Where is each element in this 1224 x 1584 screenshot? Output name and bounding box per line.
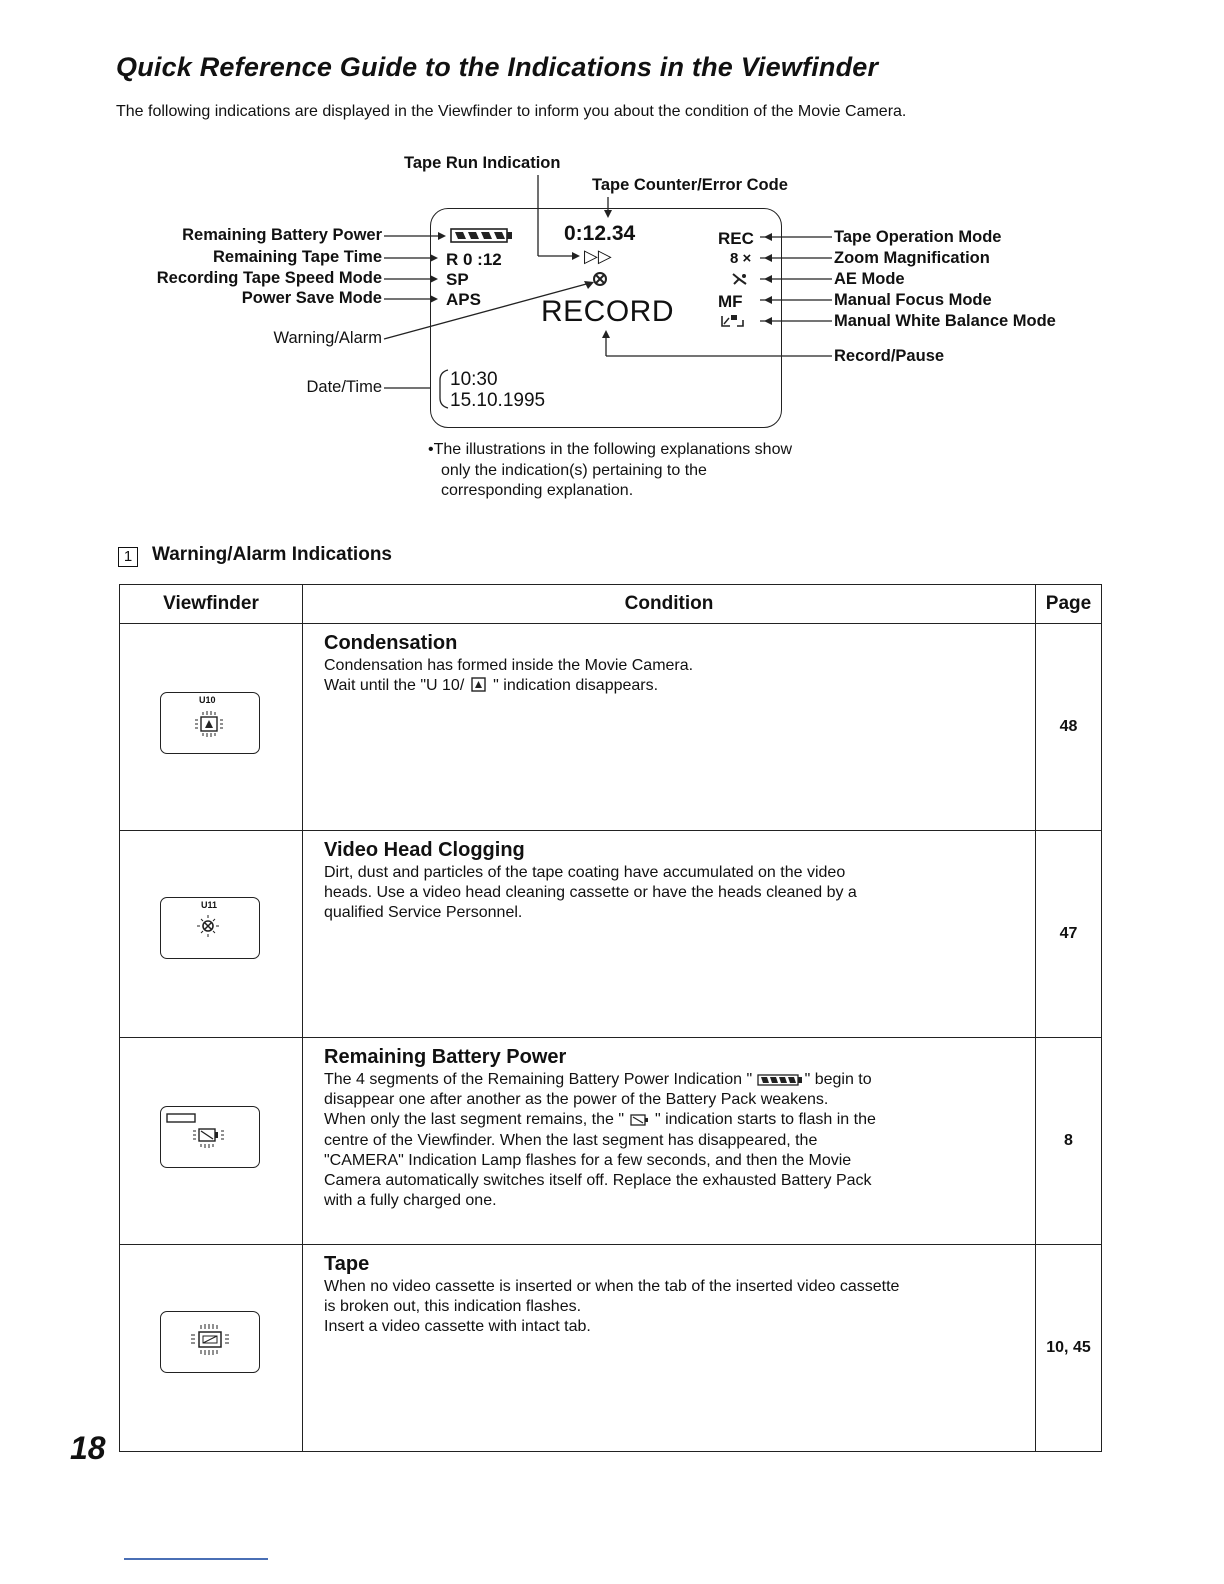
label-tape-time: Remaining Tape Time	[212, 248, 382, 266]
condition-line: "CAMERA" Indication Lamp flashes for a few seconds, and then the Movie	[324, 1151, 852, 1169]
mini-viewfinder	[160, 1106, 260, 1168]
label-ae: AE Mode	[834, 270, 905, 288]
label-operation: Tape Operation Mode	[834, 228, 1002, 246]
condition-line: When only the last segment remains, the "	[324, 1111, 625, 1129]
note-line: only the indication(s) pertaining to the	[441, 461, 707, 479]
condition-title: Remaining Battery Power	[324, 1046, 567, 1068]
header-page: Page	[1036, 585, 1102, 624]
head-clog-icon	[161, 898, 261, 960]
tape-icon	[161, 1312, 261, 1374]
condition-line: with a fully charged one.	[324, 1192, 497, 1210]
screen-mf: MF	[718, 292, 743, 311]
head-clog-icon	[592, 271, 608, 287]
condition-line: Wait until the "U 10/	[324, 677, 465, 695]
condition-title: Condensation	[324, 632, 458, 654]
screen-run: ▷▷	[584, 246, 612, 266]
screen-time: 10:30	[450, 369, 498, 390]
note-line: corresponding explanation.	[441, 482, 634, 499]
footer-divider	[124, 1558, 268, 1560]
screen-power-save: APS	[446, 290, 481, 309]
condition-title: Video Head Clogging	[324, 839, 525, 861]
viewfinder-cell	[120, 624, 303, 831]
condition-line: Insert a video cassette with intact tab.	[324, 1318, 591, 1336]
condensation-inline-icon	[469, 677, 489, 693]
header-condition: Condition	[303, 585, 1036, 624]
screen-rec: REC	[718, 229, 754, 248]
condition-line: heads. Use a video head cleaning cassette or have the heads cleaned by a	[324, 884, 857, 902]
condition-body	[324, 656, 1035, 696]
table-header-row	[120, 585, 1102, 624]
mini-viewfinder	[160, 692, 260, 754]
label-tape-counter: Tape Counter/Error Code	[592, 176, 788, 194]
condensation-icon	[161, 693, 261, 755]
warning-table	[119, 584, 1102, 1452]
condition-cell	[303, 1245, 1036, 1452]
condition-line: " begin to	[804, 1071, 872, 1088]
table-row	[120, 624, 1102, 831]
label-battery: Remaining Battery Power	[182, 226, 382, 244]
condition-cell	[303, 831, 1036, 1038]
label-datetime: Date/Time	[306, 378, 382, 396]
page-cell: 10, 45	[1036, 1245, 1102, 1452]
low-battery-inline-icon	[629, 1113, 651, 1127]
header-viewfinder: Viewfinder	[120, 585, 303, 624]
diagram-note	[428, 440, 792, 502]
table-row	[120, 1245, 1102, 1452]
condition-line: " indication disappears.	[493, 677, 659, 695]
code-label: U11	[201, 900, 218, 910]
intro-text: The following indications are displayed in the Viewfinder to inform you about the condition of the Movie Camera.	[116, 103, 907, 120]
page-cell: 47	[1036, 831, 1102, 1038]
ae-mode-icon	[730, 272, 748, 286]
battery-icon	[450, 227, 514, 245]
viewfinder-cell	[120, 831, 303, 1038]
condition-body	[324, 863, 1035, 924]
screen-counter: 0:12.34	[564, 222, 636, 245]
condition-line: is broken out, this indication flashes.	[324, 1298, 582, 1316]
screen-zoom: 8 ×	[730, 250, 752, 267]
label-power-save: Power Save Mode	[241, 289, 382, 307]
condition-body	[324, 1277, 1035, 1338]
table-row	[120, 831, 1102, 1038]
label-zoom: Zoom Magnification	[834, 249, 990, 267]
condition-line: Condensation has formed inside the Movie Camera.	[324, 657, 694, 674]
condition-title: Tape	[324, 1253, 370, 1275]
screen-record: RECORD	[541, 295, 675, 328]
table-row	[120, 1038, 1102, 1245]
label-white-balance: Manual White Balance Mode	[834, 312, 1056, 330]
page-cell: 8	[1036, 1038, 1102, 1245]
condition-body	[324, 1070, 1035, 1211]
condition-line: disappear one after another as the power of the Battery Pack weakens.	[324, 1091, 829, 1109]
screen-speed: SP	[446, 270, 469, 289]
label-record-pause: Record/Pause	[834, 347, 945, 365]
viewfinder-cell	[120, 1038, 303, 1245]
section-number: 1	[118, 547, 138, 567]
condition-line: " indication starts to flash in the	[654, 1111, 876, 1129]
condition-line: The 4 segments of the Remaining Battery Power Indication "	[324, 1071, 753, 1088]
page-title: Quick Reference Guide to the Indications in the Viewfinder	[116, 52, 879, 82]
section-heading	[118, 544, 392, 567]
screen-tape-time: R 0 :12	[446, 250, 502, 269]
condition-line: When no video cassette is inserted or when the tab of the inserted video cassette	[324, 1278, 900, 1295]
condition-line: Camera automatically switches itself off. Replace the exhausted Battery Pack	[324, 1172, 872, 1190]
code-label: U10	[199, 695, 216, 705]
condition-line: Dirt, dust and particles of the tape coating have accumulated on the video	[324, 864, 846, 881]
label-tape-run: Tape Run Indication	[404, 154, 561, 172]
page-number: 18	[70, 1430, 106, 1466]
mini-viewfinder	[160, 1311, 260, 1373]
low-battery-icon	[161, 1107, 261, 1169]
label-warning: Warning/Alarm	[273, 329, 382, 347]
label-speed-mode: Recording Tape Speed Mode	[156, 269, 382, 287]
condition-cell	[303, 1038, 1036, 1245]
screen-date: 15.10.1995	[450, 390, 546, 411]
mini-viewfinder	[160, 897, 260, 959]
note-line: •The illustrations in the following explanations show	[428, 441, 793, 458]
condition-line: qualified Service Personnel.	[324, 904, 523, 922]
page-cell: 48	[1036, 624, 1102, 831]
label-focus: Manual Focus Mode	[834, 291, 992, 309]
section-title: Warning/Alarm Indications	[152, 544, 392, 565]
condition-cell	[303, 624, 1036, 831]
viewfinder-cell	[120, 1245, 303, 1452]
condition-line: centre of the Viewfinder. When the last segment has disappeared, the	[324, 1131, 818, 1149]
battery-inline-icon	[757, 1073, 805, 1087]
white-balance-icon	[720, 312, 746, 328]
